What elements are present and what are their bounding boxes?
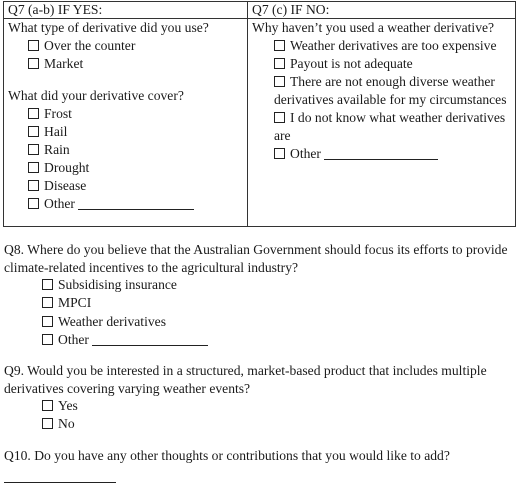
checkbox-icon[interactable] bbox=[42, 418, 53, 429]
option-label: There are not enough diverse weather bbox=[290, 74, 495, 89]
checkbox-icon[interactable] bbox=[42, 279, 53, 290]
checkbox-icon[interactable] bbox=[28, 180, 39, 191]
option-payout-not-adequate[interactable] bbox=[274, 55, 413, 73]
q7-yes-type-question: What type of derivative did you use? bbox=[8, 20, 209, 35]
answer-text-blank[interactable] bbox=[4, 482, 116, 483]
q7-no-header-cell bbox=[248, 2, 516, 19]
option-not-diverse-cont: derivatives available for my circumstances bbox=[274, 92, 507, 107]
q8-question-line2: climate-related incentives to the agricultural industry? bbox=[4, 260, 299, 275]
option-label: MPCI bbox=[58, 295, 92, 310]
checkbox-icon[interactable] bbox=[274, 58, 285, 69]
other-text-blank[interactable] bbox=[78, 209, 194, 210]
q7-no-body bbox=[248, 19, 516, 227]
q9-question-line2: derivatives covering varying weather events? bbox=[4, 381, 251, 396]
option-label: Other bbox=[290, 146, 321, 161]
option-no[interactable] bbox=[42, 415, 75, 433]
option-label: Other bbox=[44, 196, 75, 211]
option-not-diverse[interactable] bbox=[274, 73, 495, 91]
checkbox-icon[interactable] bbox=[28, 108, 39, 119]
other-text-blank[interactable] bbox=[324, 159, 438, 160]
q7-no-question: Why haven’t you used a weather derivative? bbox=[252, 20, 495, 35]
option-weather-derivatives[interactable] bbox=[42, 313, 166, 331]
option-label: Weather derivatives are too expensive bbox=[290, 38, 497, 53]
q7-yes-header-cell bbox=[4, 2, 248, 19]
q7-yes-cover-question: What did your derivative cover? bbox=[8, 88, 184, 103]
checkbox-icon[interactable] bbox=[28, 40, 39, 51]
option-frost[interactable] bbox=[28, 105, 72, 123]
q10-question: Q10. Do you have any other thoughts or contributions that you would like to add? bbox=[4, 448, 450, 463]
checkbox-icon[interactable] bbox=[28, 162, 39, 173]
option-label: Yes bbox=[58, 398, 78, 413]
option-label: Other bbox=[58, 332, 89, 347]
checkbox-icon[interactable] bbox=[42, 400, 53, 411]
checkbox-icon[interactable] bbox=[42, 334, 53, 345]
checkbox-icon[interactable] bbox=[28, 58, 39, 69]
option-label: Subsidising insurance bbox=[58, 277, 177, 292]
q10-answer-blank[interactable] bbox=[4, 468, 116, 486]
checkbox-icon[interactable] bbox=[274, 148, 285, 159]
option-too-expensive[interactable] bbox=[274, 37, 497, 55]
option-other-no[interactable] bbox=[274, 145, 438, 163]
option-label: Hail bbox=[44, 124, 68, 139]
option-disease[interactable] bbox=[28, 177, 86, 195]
option-other-q8[interactable] bbox=[42, 331, 208, 349]
option-label: No bbox=[58, 416, 75, 431]
checkbox-icon[interactable] bbox=[274, 112, 285, 123]
checkbox-icon[interactable] bbox=[42, 297, 53, 308]
option-over-the-counter[interactable] bbox=[28, 37, 135, 55]
other-text-blank[interactable] bbox=[92, 345, 208, 346]
option-do-not-know-cont: are bbox=[274, 128, 291, 143]
option-label: Payout is not adequate bbox=[290, 56, 413, 71]
option-label: Rain bbox=[44, 142, 70, 157]
option-label: Disease bbox=[44, 178, 87, 193]
option-yes[interactable] bbox=[42, 397, 78, 415]
q7-no-header: Q7 (c) IF NO: bbox=[252, 2, 330, 17]
checkbox-icon[interactable] bbox=[274, 40, 285, 51]
checkbox-icon[interactable] bbox=[28, 144, 39, 155]
checkbox-icon[interactable] bbox=[42, 316, 53, 327]
checkbox-icon[interactable] bbox=[28, 126, 39, 137]
option-label: Market bbox=[44, 56, 84, 71]
option-label: I do not know what weather derivatives bbox=[290, 110, 506, 125]
option-drought[interactable] bbox=[28, 159, 89, 177]
q7-yes-header: Q7 (a-b) IF YES: bbox=[8, 2, 103, 17]
option-label: Weather derivatives bbox=[58, 314, 166, 329]
option-market[interactable] bbox=[28, 55, 83, 73]
option-other-yes[interactable] bbox=[28, 195, 194, 213]
checkbox-icon[interactable] bbox=[274, 76, 285, 87]
option-label: Drought bbox=[44, 160, 90, 175]
q7-table bbox=[3, 1, 516, 227]
option-label: Over the counter bbox=[44, 38, 136, 53]
option-do-not-know[interactable] bbox=[274, 109, 505, 127]
option-subsidising-insurance[interactable] bbox=[42, 276, 177, 294]
q8-question-line1: Q8. Where do you believe that the Australian Government should focus its efforts to provide bbox=[4, 242, 508, 257]
option-hail[interactable] bbox=[28, 123, 67, 141]
option-rain[interactable] bbox=[28, 141, 70, 159]
q7-yes-body bbox=[4, 19, 248, 227]
option-label: Frost bbox=[44, 106, 72, 121]
checkbox-icon[interactable] bbox=[28, 198, 39, 209]
q9-question-line1: Q9. Would you be interested in a structured, market-based product that includes multiple bbox=[4, 363, 487, 378]
option-mpci[interactable] bbox=[42, 294, 91, 312]
